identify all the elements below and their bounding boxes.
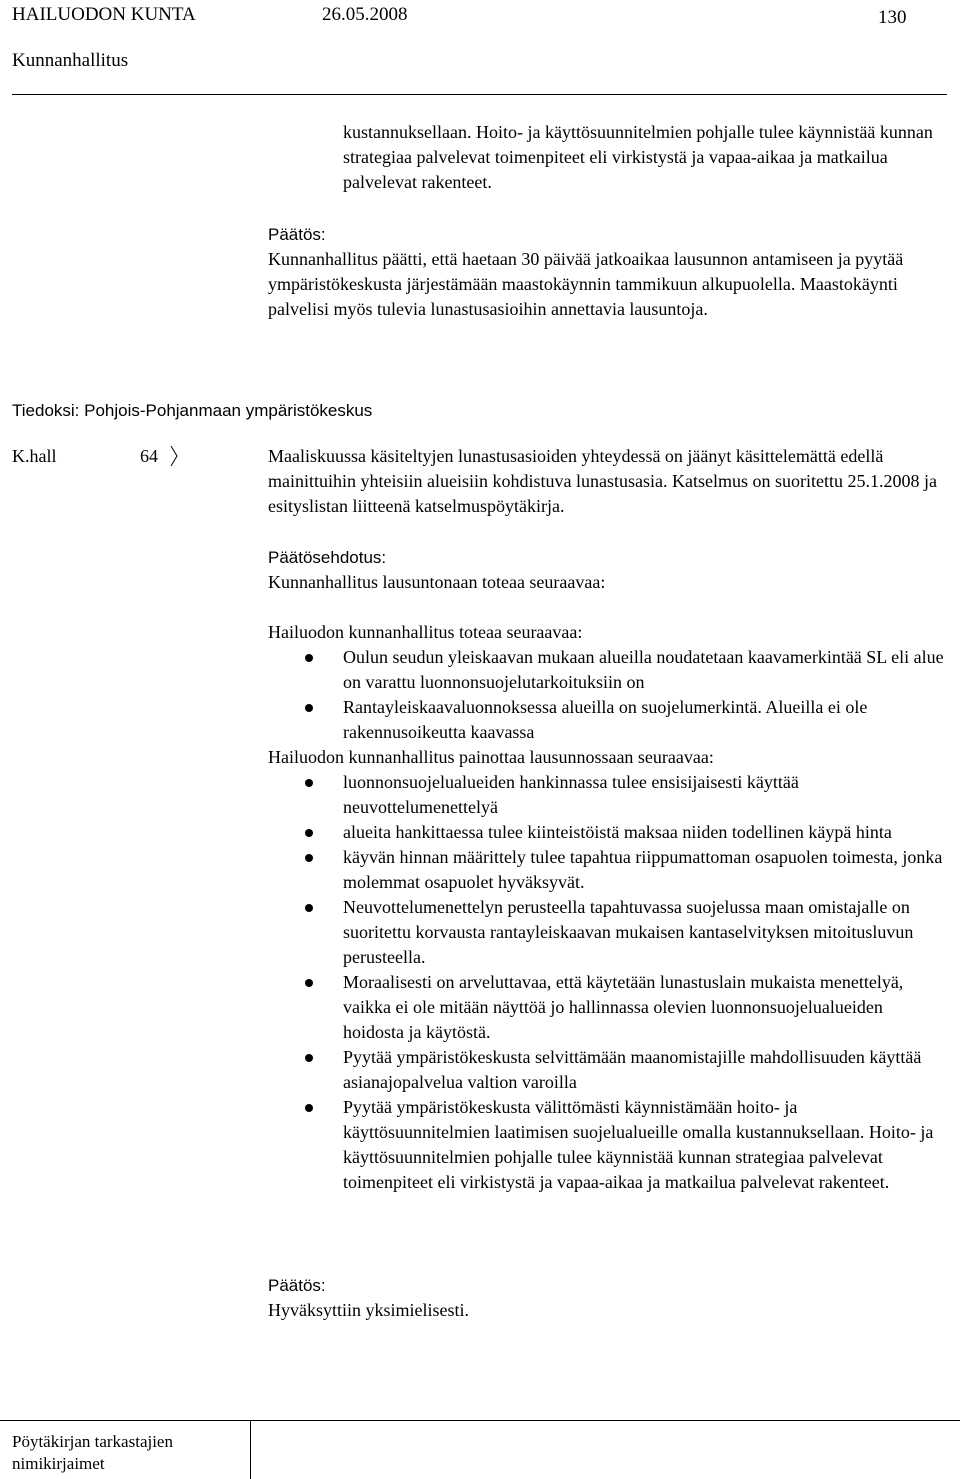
section-number: 64 [140,446,158,466]
footer-divider [250,1421,251,1479]
proposal-label: Päätösehdotus: [268,548,387,567]
section-divider-mark [170,446,178,466]
footer-label: Pöytäkirjan tarkastajien nimikirjaimet [12,1432,173,1473]
list-item: Rantayleiskaavaluonnoksessa alueilla on suojelumerkintä. Alueilla ei ole rakennusoikeutta kaavassa [268,695,948,745]
proposal-text: Kunnanhallitus lausuntonaan toteaa seuraavaa: [268,572,606,592]
emphasis-list [268,770,948,1195]
section-intro: Maaliskuussa käsiteltyjen lunastusasioiden yhteydessä on jäänyt käsittelemättä edellä mainittuihin yhteisiin alueisiin kohdistuva lunastusasia. Katselmus on suoritettu 25.1.2008 ja esityslistan liitteenä katselmuspöytäkirja. [268,446,937,516]
list-item: Neuvottelumenettelyn perusteella tapahtuvassa suojelussa maan omistajalle on suoritettu korvausta rantayleiskaavan mukaisen kantaselvityksen mitoitusluvun perusteella. [268,895,948,970]
states-list [268,645,948,745]
list-item: Moraalisesti on arveluttavaa, että käytetään lunastuslain mukaista menettelyä, vaikka ei ole mitään näyttöä jo hallinnassa olevien luonnonsuojelualueiden hoidosta ja käytöstä. [268,970,948,1045]
emphasis-heading: Hailuodon kunnanhallitus painottaa lausunnossaan seuraavaa: [268,747,714,767]
footer-signature-box [0,1420,960,1479]
org-name: HAILUODON KUNTA [12,4,196,25]
decision-text: Kunnanhallitus päätti, että haetaan 30 päivää jatkoaikaa lausunnon antamiseen ja pyytää ympäristökeskusta järjestämään maastokäynnin tammikuun alkupuolella. Maastokäynti palvelisi myös tulevia lunastusasioihin annettavia lausuntoja. [268,249,904,319]
list-item: Oulun seudun yleiskaavan mukaan alueilla noudatetaan kaavamerkintää SL eli alue on varattu luonnonsuojelutarkoituksiin on [268,645,948,695]
list-item: luonnonsuojelualueiden hankinnassa tulee ensisijaisesti käyttää neuvottelumenettelyä [268,770,948,820]
info-recipients: Tiedoksi: Pohjois-Pohjanmaan ympäristökeskus [12,401,373,420]
final-decision-label: Päätös: [268,1276,326,1295]
section-label: K.hall [12,446,57,466]
header-rule [12,94,947,95]
page-number: 130 [878,7,907,28]
list-item: Pyytää ympäristökeskusta selvittämään maanomistajille mahdollisuuden käyttää asianajopalvelua valtion varoilla [268,1045,948,1095]
decision-label: Päätös: [268,225,326,244]
list-item: alueita hankittaessa tulee kiinteistöistä maksaa niiden todellinen käypä hinta [268,820,948,845]
list-item: käyvän hinnan määrittely tulee tapahtua riippumattoman osapuolen toimesta, jonka molemmat osapuolet hyväksyvät. [268,845,948,895]
document-date: 26.05.2008 [322,4,408,25]
list-item: Pyytää ympäristökeskusta välittömästi käynnistämään hoito- ja käyttösuunnitelmien laatimisen suojelualueille omalla kustannuksellaan. Hoito- ja käyttösuunnitelmien pohjalle tulee käynnistää kunnan strategiaa palvelevat toimenpiteet eli virkistystä ja vapaa-aikaa ja matkailua palvelevat rakenteet. [268,1095,948,1195]
states-heading: Hailuodon kunnanhallitus toteaa seuraavaa: [268,622,583,642]
final-decision-text: Hyväksyttiin yksimielisesti. [268,1300,469,1320]
continuation-paragraph: kustannuksellaan. Hoito- ja käyttösuunnitelmien pohjalle tulee käynnistää kunnan strategiaa palvelevat toimenpiteet eli virkistystä ja vapaa-aikaa ja matkailua palvelevat rakenteet. [343,122,933,192]
body-name: Kunnanhallitus [12,50,129,71]
